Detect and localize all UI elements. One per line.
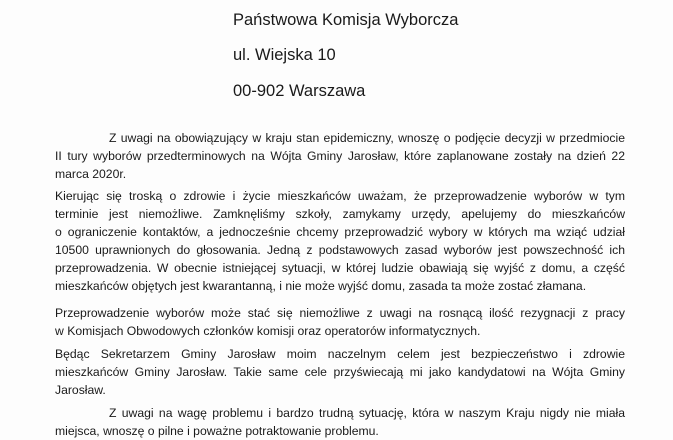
paragraph-line: o ograniczenie kontaktów, a jednocześnie chcemy przeprowadzić wybory w których ma wziąć udział bbox=[55, 225, 625, 239]
paragraph-line: przeprowadzenia. W obecnie istniejącej sytuacji, w której ludzie obawiają się wyjść z domu, a część bbox=[55, 261, 625, 275]
paragraph-line: Będąc Sekretarzem Gminy Jarosław moim naczelnym celem jest bezpieczeństwo i zdrowie bbox=[55, 347, 625, 361]
paragraph-health-concern bbox=[55, 187, 625, 295]
paragraph-line: mieszkańców Gminy Jarosław. Takie same cele przyświecają mi jako kandydatowi na Wójta Gminy bbox=[55, 365, 625, 379]
paragraph-line: 10500 uprawnionych do głosowania. Jedną z podstawowych zasad wyborów jest powszechność ich bbox=[55, 243, 625, 257]
paragraph-secretary bbox=[55, 345, 625, 399]
paragraph-line: Przeprowadzenie wyborów może stać się niemożliwe z uwagi na rosnącą ilość rezygnacji z pracy bbox=[55, 306, 625, 320]
recipient-city: 00-902 Warszawa bbox=[233, 82, 366, 100]
recipient-street: ul. Wiejska 10 bbox=[233, 46, 336, 64]
paragraph-line: w Komisjach Obwodowych członków komisji oraz operatorów informatycznych. bbox=[55, 324, 481, 338]
paragraph-line: II tury wyborów przedterminowych na Wójta Gminy Jarosław, które zaplanowane zostały na dzień 22 bbox=[55, 149, 625, 163]
paragraph-line: Jarosław. bbox=[55, 383, 106, 397]
paragraph-line: Z uwagi na wagę problemu i bardzo trudną sytuację, która w naszym Kraju nigdy nie miała bbox=[109, 406, 625, 420]
paragraph-line: miejsca, wnoszę o pilne i poważne potraktowanie problemu. bbox=[55, 424, 379, 438]
paragraph-resignations bbox=[55, 304, 625, 340]
paragraph-closing-request bbox=[55, 404, 625, 440]
paragraph-line: Kierując się troską o zdrowie i życie mieszkańców uważam, że przeprowadzenie wyborów w tym bbox=[55, 189, 625, 203]
paragraph-request bbox=[55, 129, 625, 183]
paragraph-line: terminie jest niemożliwe. Zamknęliśmy szkoły, zamykamy urzędy, apelujemy do mieszkańców bbox=[55, 207, 625, 221]
paragraph-line: marca 2020r. bbox=[55, 167, 127, 181]
paragraph-line: mieszkańców objętych jest kwarantanną, i nie może wyjść domu, zasada ta może zostać złamana. bbox=[55, 279, 587, 293]
paragraph-line: Z uwagi na obowiązujący w kraju stan epidemiczny, wnoszę o podjęcie decyzji w przedmiocie bbox=[109, 131, 625, 145]
recipient-name: Państwowa Komisja Wyborcza bbox=[233, 11, 459, 29]
